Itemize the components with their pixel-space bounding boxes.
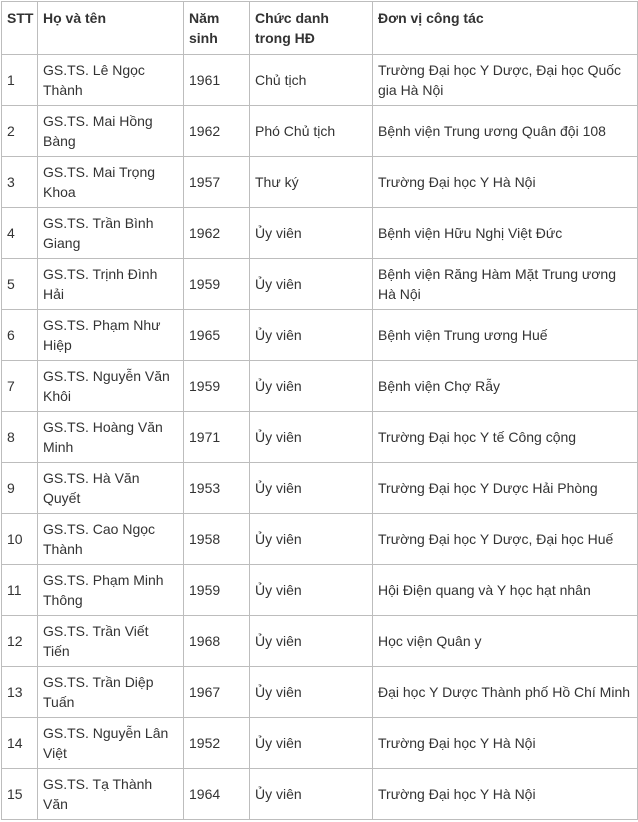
cell-name: GS.TS. Cao Ngọc Thành (38, 514, 184, 565)
cell-unit: Đại học Y Dược Thành phố Hồ Chí Minh (373, 667, 638, 718)
cell-stt: 8 (2, 412, 38, 463)
table-body (2, 55, 638, 820)
cell-unit: Bệnh viện Trung ương Quân đội 108 (373, 106, 638, 157)
table-row (2, 55, 638, 106)
cell-unit: Trường Đại học Y Dược, Đại học Huế (373, 514, 638, 565)
cell-birth-year: 1962 (184, 106, 250, 157)
cell-unit: Trường Đại học Y Hà Nội (373, 769, 638, 820)
table-row (2, 361, 638, 412)
cell-unit: Trường Đại học Y tế Công cộng (373, 412, 638, 463)
header-role: Chức danh trong HĐ (250, 2, 373, 55)
table-row (2, 718, 638, 769)
cell-birth-year: 1959 (184, 361, 250, 412)
cell-unit: Bệnh viện Răng Hàm Mặt Trung ương Hà Nội (373, 259, 638, 310)
cell-role: Phó Chủ tịch (250, 106, 373, 157)
cell-stt: 3 (2, 157, 38, 208)
header-birth-year: Năm sinh (184, 2, 250, 55)
cell-stt: 9 (2, 463, 38, 514)
table-row (2, 412, 638, 463)
header-name: Họ và tên (38, 2, 184, 55)
cell-stt: 12 (2, 616, 38, 667)
table-row (2, 463, 638, 514)
cell-role: Ủy viên (250, 361, 373, 412)
cell-birth-year: 1959 (184, 565, 250, 616)
cell-unit: Trường Đại học Y Dược, Đại học Quốc gia Hà Nội (373, 55, 638, 106)
table-row (2, 208, 638, 259)
cell-role: Ủy viên (250, 667, 373, 718)
table-row (2, 310, 638, 361)
cell-role: Ủy viên (250, 412, 373, 463)
cell-role: Ủy viên (250, 463, 373, 514)
cell-stt: 1 (2, 55, 38, 106)
cell-stt: 11 (2, 565, 38, 616)
cell-role: Chủ tịch (250, 55, 373, 106)
cell-birth-year: 1968 (184, 616, 250, 667)
table-header (2, 2, 638, 55)
table-row (2, 106, 638, 157)
cell-name: GS.TS. Tạ Thành Văn (38, 769, 184, 820)
cell-stt: 10 (2, 514, 38, 565)
cell-name: GS.TS. Trần Diệp Tuấn (38, 667, 184, 718)
cell-role: Ủy viên (250, 514, 373, 565)
cell-name: GS.TS. Nguyễn Lân Việt (38, 718, 184, 769)
cell-stt: 4 (2, 208, 38, 259)
cell-role: Ủy viên (250, 718, 373, 769)
cell-stt: 2 (2, 106, 38, 157)
cell-role: Thư ký (250, 157, 373, 208)
cell-name: GS.TS. Phạm Như Hiệp (38, 310, 184, 361)
cell-birth-year: 1959 (184, 259, 250, 310)
cell-unit: Học viện Quân y (373, 616, 638, 667)
cell-name: GS.TS. Mai Hồng Bàng (38, 106, 184, 157)
table-row (2, 616, 638, 667)
cell-stt: 7 (2, 361, 38, 412)
table-row (2, 259, 638, 310)
cell-name: GS.TS. Trần Bình Giang (38, 208, 184, 259)
cell-birth-year: 1952 (184, 718, 250, 769)
cell-name: GS.TS. Hoàng Văn Minh (38, 412, 184, 463)
cell-stt: 15 (2, 769, 38, 820)
cell-unit: Trường Đại học Y Hà Nội (373, 157, 638, 208)
cell-role: Ủy viên (250, 616, 373, 667)
cell-birth-year: 1971 (184, 412, 250, 463)
cell-role: Ủy viên (250, 769, 373, 820)
table-row (2, 157, 638, 208)
table-row (2, 514, 638, 565)
cell-birth-year: 1962 (184, 208, 250, 259)
cell-birth-year: 1958 (184, 514, 250, 565)
cell-name: GS.TS. Trần Viết Tiến (38, 616, 184, 667)
cell-birth-year: 1965 (184, 310, 250, 361)
header-row (2, 2, 638, 55)
header-unit: Đơn vị công tác (373, 2, 638, 55)
cell-name: GS.TS. Hà Văn Quyết (38, 463, 184, 514)
cell-unit: Hội Điện quang và Y học hạt nhân (373, 565, 638, 616)
cell-unit: Bệnh viện Chợ Rẫy (373, 361, 638, 412)
cell-role: Ủy viên (250, 208, 373, 259)
cell-stt: 13 (2, 667, 38, 718)
cell-birth-year: 1967 (184, 667, 250, 718)
header-stt: STT (2, 2, 38, 55)
cell-stt: 5 (2, 259, 38, 310)
council-members-table (1, 1, 638, 820)
cell-role: Ủy viên (250, 565, 373, 616)
cell-role: Ủy viên (250, 259, 373, 310)
cell-name: GS.TS. Nguyễn Văn Khôi (38, 361, 184, 412)
cell-name: GS.TS. Mai Trọng Khoa (38, 157, 184, 208)
cell-stt: 14 (2, 718, 38, 769)
cell-unit: Bệnh viện Hữu Nghị Việt Đức (373, 208, 638, 259)
cell-unit: Trường Đại học Y Dược Hải Phòng (373, 463, 638, 514)
cell-unit: Bệnh viện Trung ương Huế (373, 310, 638, 361)
cell-birth-year: 1957 (184, 157, 250, 208)
cell-birth-year: 1953 (184, 463, 250, 514)
cell-birth-year: 1961 (184, 55, 250, 106)
table-row (2, 667, 638, 718)
cell-stt: 6 (2, 310, 38, 361)
cell-name: GS.TS. Phạm Minh Thông (38, 565, 184, 616)
cell-birth-year: 1964 (184, 769, 250, 820)
cell-name: GS.TS. Lê Ngọc Thành (38, 55, 184, 106)
cell-name: GS.TS. Trịnh Đình Hải (38, 259, 184, 310)
cell-role: Ủy viên (250, 310, 373, 361)
cell-unit: Trường Đại học Y Hà Nội (373, 718, 638, 769)
table-row (2, 769, 638, 820)
table-row (2, 565, 638, 616)
